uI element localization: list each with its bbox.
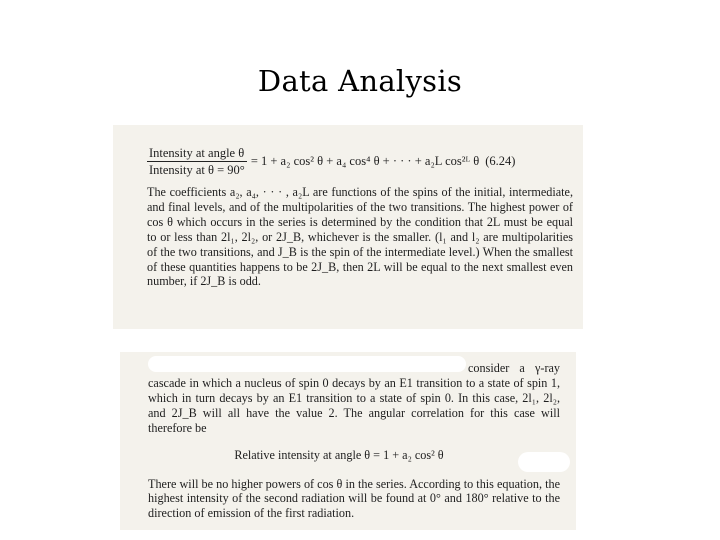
angular-distribution-equation [147,143,573,179]
redacted-text-block [148,356,466,372]
coefficients-paragraph: The coefficients a₂, a₄, · · · , a₂L are functions of the spins of the initial, intermediate, and final levels, and of the multipolarities of the two transitions. The highest power of cos θ which occurs in the series is determined by the condition that 2L must be equal to or less than 2l₁, 2l₂, or 2J_B, whichever is the smaller. (l₁ and l₂ are multipolarities of the two transitions, and J_B is the spin of the intermediate level.) When the smallest of these quantities happens to be 2J_B, then 2L will be equal to the next smallest even number, if 2J_B is odd. [147,185,573,289]
conclusion-paragraph: There will be no higher powers of cos θ in the series. According to this equation, the highest intensity of the second radiation will be found at 0° and 180° relative to the direction of emission of the first radiation. [148,476,560,521]
fraction-numerator: Intensity at angle θ [147,145,247,162]
textbook-excerpt-1 [113,125,583,329]
relative-intensity-equation: Relative intensity at angle θ = 1 + a₂ cos² θ [234,447,444,462]
white-blot [518,452,570,472]
slide-title: Data Analysis [257,64,463,98]
fraction-denominator: Intensity at θ = 90° [149,162,245,177]
cascade-paragraph: consider a γ-ray cascade in which a nucleus of spin 0 decays by an E1 transition to a state of spin 1, which in turn decays by an E1 transition to a state of spin 0. In this case, 2l₁, 2l₂, and 2J_B will all have the value 2. The angular correlation for this case will therefore be [148,361,560,435]
equation-number: (6.24) [485,153,516,168]
textbook-excerpt-2 [120,352,576,530]
equation-series: = 1 + a₂ cos² θ + a₄ cos⁴ θ + · · · + a₂L cos²ᴸ θ [250,153,480,168]
intensity-ratio-fraction [147,145,247,178]
